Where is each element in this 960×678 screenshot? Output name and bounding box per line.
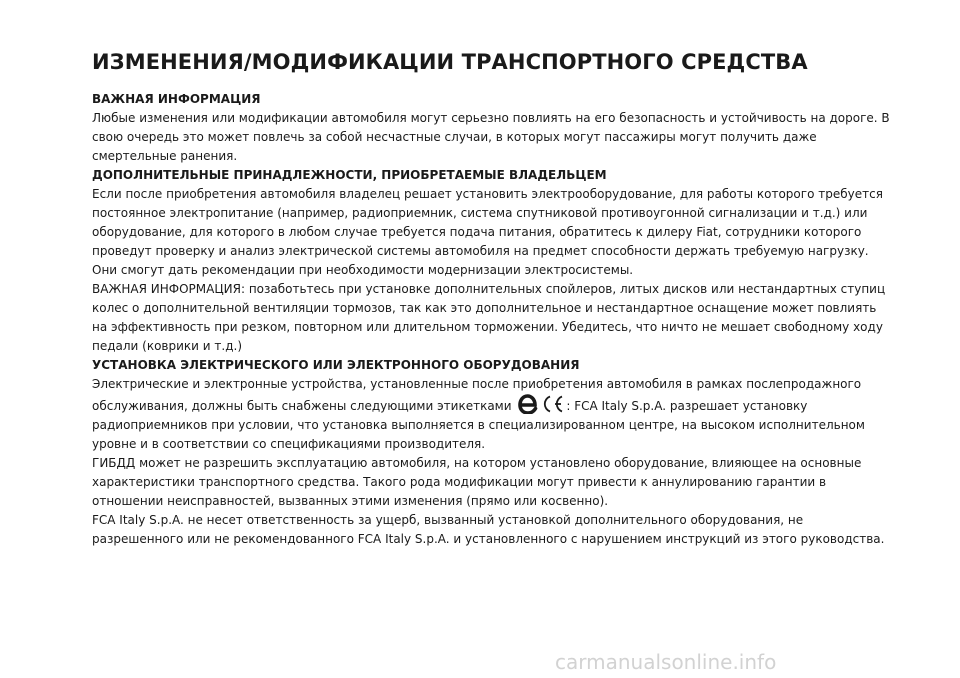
paragraph: ГИБДД может не разрешить эксплуатацию автомобиля, на котором установлено оборудование, влияющее на основные характеристики транспортного средства. Такого рода модификации могут привести к аннулированию гарантии в отношении неисправностей, вызванных этими изменения (прямо или косвенно). — [92, 456, 862, 509]
paragraph: FCA Italy S.p.A. не несет ответственность за ущерб, вызванный установкой дополнительного оборудования, не разрешенного или не рекомендованного FCA Italy S.p.A. и установленного с нарушением инструкций из этого руководства. — [92, 513, 885, 547]
paragraph: Любые изменения или модификации автомобиля могут серьезно повлиять на его безопасность и устойчивость на дороге. В свою очередь это может повлечь за собой несчастные случаи, в которых могут пассажиры могут получить даже смертельные ранения. — [92, 111, 890, 164]
section-heading-electrical-equipment: УСТАНОВКА ЭЛЕКТРИЧЕСКОГО ИЛИ ЭЛЕКТРОННОГО ОБОРУДОВАНИЯ — [92, 358, 580, 373]
certification-marks — [517, 394, 565, 414]
page-title: ИЗМЕНЕНИЯ/МОДИФИКАЦИИ ТРАНСПОРТНОГО СРЕДСТВА — [92, 50, 808, 74]
manual-page — [92, 50, 892, 549]
paragraph: Если после приобретения автомобиля владелец решает установить электрооборудование, для работы которого требуется постоянное электропитание (например, радиоприемник, система спутниковой противоугонной сигнализации и т.д.) или оборудование, для которого в любом случае требуется подача питания, обратитесь к дилеру Fiat, сотрудники которого проведут проверку и анализ электрической системы автомобиля на предмет способности держать требуемую нагрузку. Они смогут дать рекомендации при необходимости модернизации электросистемы. — [92, 187, 883, 278]
paragraph-text: Электрические и электронные устройства, установленные после приобретения автомобиля в рамках послепродажного обслуживания, должны быть снабжены следующими этикетками — [92, 377, 862, 414]
e-mark-icon — [517, 394, 539, 414]
paragraph: ВАЖНАЯ ИНФОРМАЦИЯ: позаботьтесь при установке дополнительных спойлеров, литых дисков или нестандартных ступиц колес о дополнительной вентиляции тормозов, так как это дополнительное и нестандартное оснащение может повлиять на эффективность при резком, повторном или длительном торможении. Убедитесь, что ничто не мешает свободному ходу педали (коврики и т.д.) — [92, 282, 886, 354]
paragraph — [92, 375, 892, 454]
section-heading-important-info: ВАЖНАЯ ИНФОРМАЦИЯ — [92, 92, 261, 107]
paragraph-text: : FCA Italy S.p.A. разрешает установку радиоприемников при условии, что установка выполняется в специализированном центре, на высоком исполнительном уровне и в соответствии со спецификациями производителя. — [92, 399, 865, 452]
section-heading-accessories: ДОПОЛНИТЕЛЬНЫЕ ПРИНАДЛЕЖНОСТИ, ПРИОБРЕТАЕМЫЕ ВЛАДЕЛЬЦЕМ — [92, 168, 607, 183]
ce-mark-icon — [539, 394, 565, 414]
watermark: carmanualsonline.info — [555, 650, 777, 674]
